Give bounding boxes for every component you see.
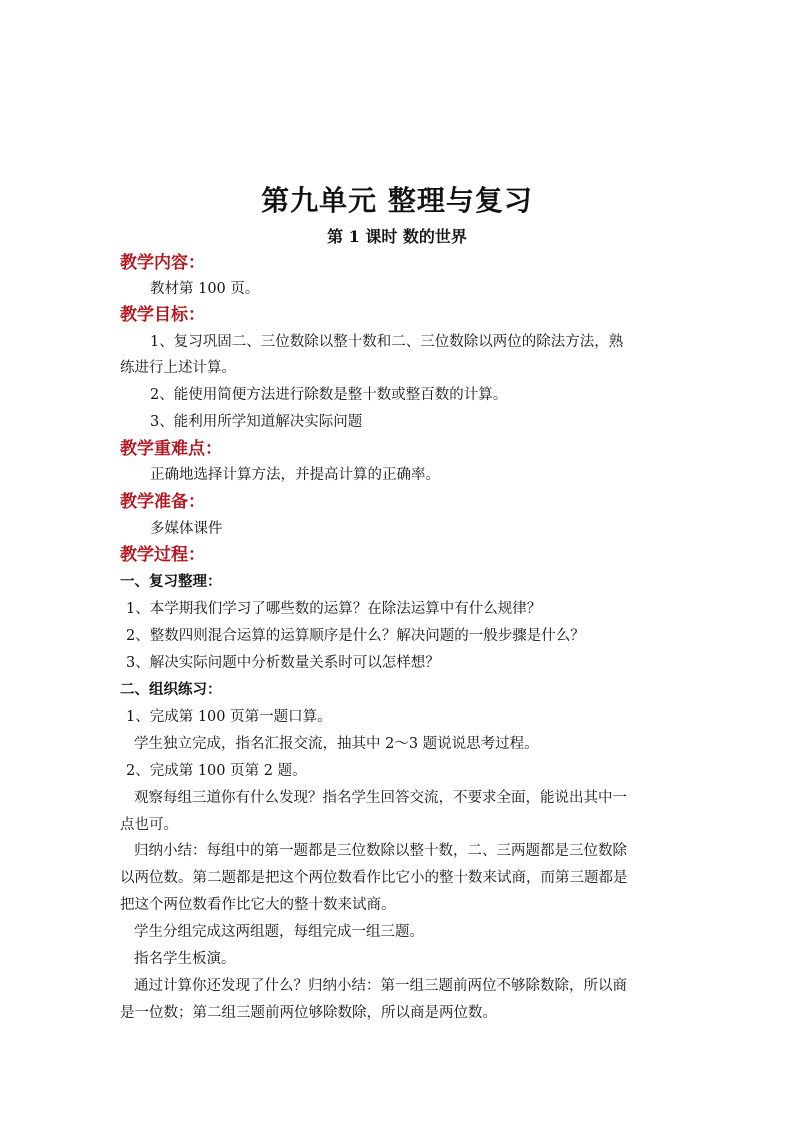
content-text: 教材第 100 页。 — [150, 281, 260, 297]
process-heading: 教学过程： — [120, 545, 205, 565]
goal-3: 3、能利用所学知道解决实际问题 — [150, 414, 363, 430]
key-points-heading: 教学重难点： — [120, 439, 222, 459]
part-two-heading: 二、组织练习： — [120, 682, 222, 698]
goal-1-line-1: 1、复习巩固二、三位数除以整十数和二、三位数除以两位的除法方法，熟 — [150, 334, 624, 350]
prep-heading: 教学准备： — [120, 492, 205, 512]
exercise-item-2: 2、完成第 100 页第 2 题。 — [126, 763, 307, 779]
summary-line-3: 把这个两位数看作比它大的整十数来试商。 — [120, 897, 396, 913]
calc-line-2: 是一位数；第二组三题前两位够除数除，所以商是两位数。 — [120, 1005, 497, 1021]
prep-text: 多媒体课件 — [150, 521, 223, 537]
group-work-line: 学生分组完成这两组题，每组完成一组三题。 — [134, 924, 424, 940]
review-question-2: 2、整数四则混合运算的运算顺序是什么？解决问题的一般步骤是什么？ — [126, 628, 585, 644]
observe-line-1: 观察每组三道你有什么发现？指名学生回答交流，不要求全面，能说出其中一 — [134, 790, 627, 806]
goals-heading: 教学目标： — [120, 305, 205, 325]
observe-line-2: 点也可。 — [120, 817, 178, 833]
exercise-item-1: 1、完成第 100 页第一题口算。 — [126, 709, 332, 725]
key-points-text: 正确地选择计算方法，并提高计算的正确率。 — [150, 467, 440, 483]
goal-1-line-2: 练进行上述计算。 — [120, 360, 236, 376]
part-one-heading: 一、复习整理： — [120, 574, 222, 590]
review-question-1: 1、本学期我们学习了哪些数的运算？在除法运算中有什么规律？ — [126, 601, 542, 617]
summary-line-1: 归纳小结：每组中的第一题都是三位数除以整十数，二、三两题都是三位数除 — [134, 843, 627, 859]
page-title: 第九单元 整理与复习 — [261, 184, 533, 217]
lesson-subtitle: 第 1 课时 数的世界 — [327, 227, 467, 246]
calc-line-1: 通过计算你还发现了什么？归纳小结：第一组三题前两位不够除数除，所以商 — [134, 978, 627, 994]
summary-line-2: 以两位数。第二题都是把这个两位数看作比它小的整十数来试商，而第三题都是 — [120, 870, 628, 886]
goal-2: 2、能使用简便方法进行除数是整十数或整百数的计算。 — [150, 387, 508, 403]
exercise-item-1-note: 学生独立完成，指名汇报交流，抽其中 2～3 题说说思考过程。 — [134, 736, 539, 752]
board-line: 指名学生板演。 — [134, 951, 236, 967]
content-heading: 教学内容： — [120, 253, 205, 273]
review-question-3: 3、解决实际问题中分析数量关系时可以怎样想？ — [126, 655, 440, 671]
